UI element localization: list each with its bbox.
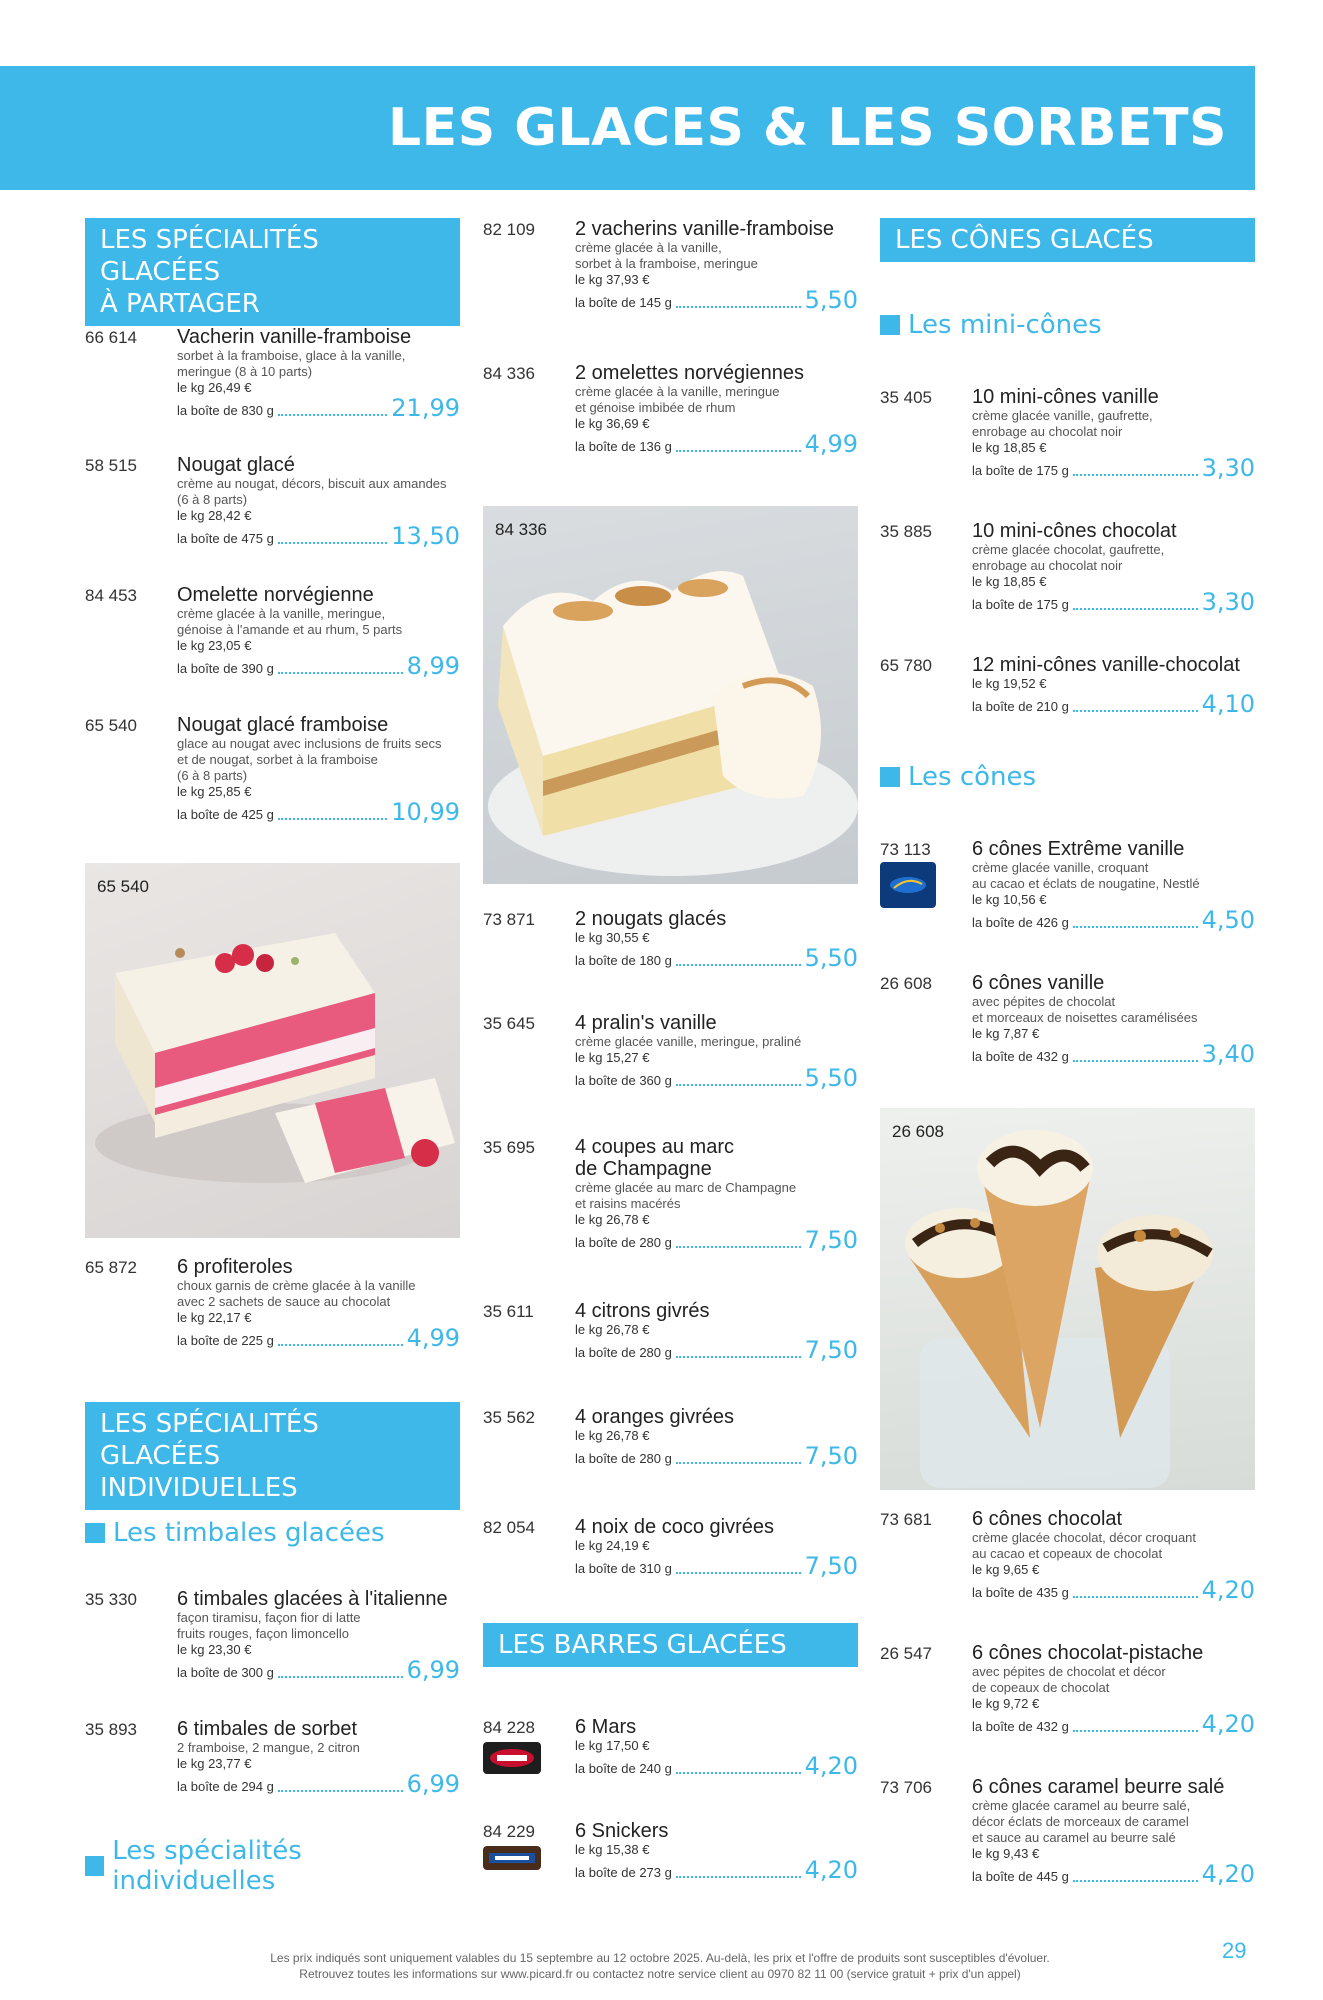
footer-line-1: Les prix indiqués sont uniquement valables du 15 septembre au 12 octobre 2025. Au-delà, les prix et l'offre de produits sont susceptibles d'évoluer. [270,1951,1050,1965]
product-code: 84 336 [483,364,535,383]
box-size: la boîte de 475 g [177,531,274,546]
price: 8,99 [406,652,460,680]
section-header-cones [880,218,1255,262]
omelette-illustration [483,506,858,884]
box-size: la boîte de 210 g [972,699,1069,714]
product-desc-2: avec 2 sachets de sauce au chocolat [177,1294,391,1309]
column-1 [85,218,460,1896]
price-per-kg: le kg 26,78 € [575,1428,650,1443]
box-size: la boîte de 280 g [575,1235,672,1250]
price-per-kg: le kg 37,93 € [575,272,650,287]
product-desc: crème glacée caramel au beurre salé, [972,1798,1191,1813]
product-photo-cones [880,1108,1255,1490]
product-desc: crème glacée chocolat, gaufrette, [972,542,1165,557]
product-desc-3: et sauce au caramel au beurre salé [972,1830,1176,1845]
column-3 [880,218,1255,1898]
square-bullet-icon [85,1856,104,1876]
box-size: la boîte de 136 g [575,439,672,454]
title-banner [0,66,1255,190]
dot-leader [1073,1730,1198,1732]
price: 5,50 [804,1064,858,1092]
product-name: 2 vacherins vanille-framboise [575,218,835,240]
dot-leader [676,1572,801,1574]
price: 7,50 [804,1336,858,1364]
dot-leader [676,1356,801,1358]
product-name: 6 Snickers [575,1820,669,1842]
product-name: Nougat glacé framboise [177,714,389,736]
price-per-kg: le kg 30,55 € [575,930,650,945]
box-size: la boîte de 240 g [575,1761,672,1776]
dot-leader [676,450,801,452]
price-per-kg: le kg 23,77 € [177,1756,252,1771]
dot-leader [278,542,387,544]
dot-leader [278,1344,403,1346]
footer-disclaimer [180,1950,1140,1982]
product-name: 4 oranges givrées [575,1406,734,1428]
dot-leader [278,1676,403,1678]
product-desc: crème au nougat, décors, biscuit aux amandes [177,476,447,491]
box-size: la boîte de 294 g [177,1779,274,1794]
product-code: 82 054 [483,1518,535,1537]
dot-leader [676,1084,801,1086]
dot-leader [278,818,387,820]
product-desc: choux garnis de crème glacée à la vanille [177,1278,416,1293]
product-photo-omelette [483,506,858,884]
price: 5,50 [804,286,858,314]
product-name: 10 mini-cônes chocolat [972,520,1177,542]
box-size: la boîte de 445 g [972,1869,1069,1884]
product-code: 35 645 [483,1014,535,1033]
dot-leader [676,1462,801,1464]
product-code: 73 706 [880,1778,932,1797]
price-per-kg: le kg 7,87 € [972,1026,1040,1041]
price-per-kg: le kg 36,69 € [575,416,650,431]
price-per-kg: le kg 23,05 € [177,638,252,653]
price: 6,99 [406,1770,460,1798]
box-size: la boîte de 830 g [177,403,274,418]
cones-illustration [880,1108,1255,1490]
product-name: 4 coupes au marc [575,1136,734,1158]
box-size: la boîte de 280 g [575,1345,672,1360]
price: 3,30 [1201,588,1255,616]
price-per-kg: le kg 26,78 € [575,1212,650,1227]
product-desc: façon tiramisu, façon fior di latte [177,1610,361,1625]
square-bullet-icon [85,1523,105,1543]
page-title: LES GLACES & LES SORBETS [388,98,1227,158]
section-line-1: LES SPÉCIALITÉS GLACÉES [100,1409,319,1471]
product-code: 84 229 [483,1822,535,1841]
box-size: la boîte de 425 g [177,807,274,822]
dot-leader [1073,474,1198,476]
mars-logo-icon [483,1742,541,1774]
product-code: 35 885 [880,522,932,541]
product-name: Nougat glacé [177,454,295,476]
product-code: 58 515 [85,456,137,475]
box-size: la boîte de 180 g [575,953,672,968]
price: 5,50 [804,944,858,972]
price: 4,20 [804,1752,858,1780]
nougat-illustration [85,863,460,1238]
product-code: 35 893 [85,1720,137,1739]
dot-leader [676,1876,801,1878]
extreme-logo-shape [880,862,936,908]
box-size: la boîte de 310 g [575,1561,672,1576]
product-desc: crème glacée chocolat, décor croquant [972,1530,1197,1545]
square-bullet-icon [880,315,900,335]
product-desc-2: et génoise imbibée de rhum [575,400,736,415]
section-line-2: À PARTAGER [100,289,260,319]
price-per-kg: le kg 18,85 € [972,440,1047,455]
price-per-kg: le kg 26,78 € [575,1322,650,1337]
price: 4,20 [804,1856,858,1884]
box-size: la boîte de 432 g [972,1049,1069,1064]
product-name: 6 profiteroles [177,1256,293,1278]
box-size: la boîte de 145 g [575,295,672,310]
section-line-1: LES BARRES GLACÉES [498,1630,787,1660]
box-size: la boîte de 426 g [972,915,1069,930]
price-per-kg: le kg 15,38 € [575,1842,650,1857]
price-per-kg: le kg 22,17 € [177,1310,252,1325]
product-desc: 2 framboise, 2 mangue, 2 citron [177,1740,360,1755]
price-per-kg: le kg 23,30 € [177,1642,252,1657]
price: 3,40 [1201,1040,1255,1068]
price: 4,20 [1201,1576,1255,1604]
box-size: la boîte de 175 g [972,463,1069,478]
price-per-kg: le kg 18,85 € [972,574,1047,589]
price: 4,50 [1201,906,1255,934]
subsection-title: Les mini-cônes [908,310,1102,340]
product-desc-2: au cacao et éclats de nougatine, Nestlé [972,876,1200,891]
dot-leader [676,1246,801,1248]
product-code: 73 113 [880,840,931,859]
product-code: 35 695 [483,1138,535,1157]
box-size: la boîte de 390 g [177,661,274,676]
dot-leader [1073,926,1198,928]
photo-product-code: 84 336 [495,520,547,539]
product-name: 6 Mars [575,1716,637,1738]
product-desc: sorbet à la framboise, glace à la vanille, [177,348,406,363]
price: 3,30 [1201,454,1255,482]
product-name: 6 cônes chocolat-pistache [972,1642,1204,1664]
price-per-kg: le kg 15,27 € [575,1050,650,1065]
subsection-cones [880,762,1036,792]
column-2 [483,218,858,1898]
product-code: 35 405 [880,388,932,407]
dot-leader [278,1790,403,1792]
price-per-kg: le kg 10,56 € [972,892,1047,907]
price: 4,10 [1201,690,1255,718]
product-desc-2: et morceaux de noisettes caramélisées [972,1010,1198,1025]
price-per-kg: le kg 17,50 € [575,1738,650,1753]
subsection-mini-cones [880,310,1102,340]
product-code: 26 608 [880,974,932,993]
product-desc-2: meringue (8 à 10 parts) [177,364,313,379]
product-name: 6 cônes Extrême vanille [972,838,1185,860]
price: 7,50 [804,1442,858,1470]
photo-product-code: 26 608 [892,1122,944,1141]
square-bullet-icon [880,767,900,787]
product-name: 6 cônes chocolat [972,1508,1123,1530]
price: 7,50 [804,1552,858,1580]
product-code: 35 330 [85,1590,137,1609]
dot-leader [1073,1060,1198,1062]
price-per-kg: le kg 25,85 € [177,784,252,799]
product-desc: crème glacée vanille, gaufrette, [972,408,1153,423]
product-name: 10 mini-cônes vanille [972,386,1159,408]
product-desc-2: (6 à 8 parts) [177,492,248,507]
page-number: 29 [1222,1938,1247,1963]
price: 10,99 [391,798,460,826]
product-name: 4 pralin's vanille [575,1012,717,1034]
box-size: la boîte de 225 g [177,1333,274,1348]
product-desc: crème glacée à la vanille, [575,240,722,255]
box-size: la boîte de 280 g [575,1451,672,1466]
product-code: 65 872 [85,1258,137,1277]
section-header-shared [85,218,460,326]
product-desc: avec pépites de chocolat [972,994,1116,1009]
product-code: 65 780 [880,656,932,675]
product-name-2: de Champagne [575,1158,712,1180]
extreme-logo-icon [880,862,936,908]
product-desc-3: (6 à 8 parts) [177,768,248,783]
product-desc-2: enrobage au chocolat noir [972,558,1123,573]
price: 4,20 [1201,1710,1255,1738]
product-desc: glace au nougat avec inclusions de fruits secs [177,736,442,751]
product-desc-2: enrobage au chocolat noir [972,424,1123,439]
dot-leader [676,1772,801,1774]
product-desc-2: génoise à l'amande et au rhum, 5 parts [177,622,403,637]
dot-leader [278,672,403,674]
price-per-kg: le kg 9,65 € [972,1562,1040,1577]
product-desc: crème glacée au marc de Champagne [575,1180,797,1195]
box-size: la boîte de 432 g [972,1719,1069,1734]
price: 4,99 [406,1324,460,1352]
price: 4,20 [1201,1860,1255,1888]
box-size: la boîte de 273 g [575,1865,672,1880]
product-desc-2: décor éclats de morceaux de caramel [972,1814,1189,1829]
price: 7,50 [804,1226,858,1254]
product-desc-2: sorbet à la framboise, meringue [575,256,758,271]
product-name: 6 cônes vanille [972,972,1105,994]
section-line-1: LES SPÉCIALITÉS GLACÉES [100,225,319,287]
price-per-kg: le kg 9,43 € [972,1846,1040,1861]
subsection-title: Les timbales glacées [113,1518,385,1548]
product-desc: crème glacée à la vanille, meringue, [177,606,386,621]
product-desc-2: au cacao et copeaux de chocolat [972,1546,1163,1561]
dot-leader [278,414,387,416]
product-desc: avec pépites de chocolat et décor [972,1664,1166,1679]
product-desc-2: fruits rouges, façon limoncello [177,1626,349,1641]
price-per-kg: le kg 26,49 € [177,380,252,395]
mars-logo-shape [483,1742,541,1774]
snickers-logo-shape [483,1846,541,1870]
box-size: la boîte de 360 g [575,1073,672,1088]
price-per-kg: le kg 19,52 € [972,676,1047,691]
price: 4,99 [804,430,858,458]
product-code: 66 614 [85,328,137,347]
price-per-kg: le kg 9,72 € [972,1696,1040,1711]
product-desc-2: et raisins macérés [575,1196,681,1211]
product-name: 2 nougats glacés [575,908,727,930]
product-name: 12 mini-cônes vanille-chocolat [972,654,1240,676]
product-code: 65 540 [85,716,137,735]
dot-leader [1073,608,1198,610]
product-code: 73 681 [880,1510,932,1529]
box-size: la boîte de 300 g [177,1665,274,1680]
product-code: 35 562 [483,1408,535,1427]
dot-leader [676,306,801,308]
product-desc-2: et de nougat, sorbet à la framboise [177,752,378,767]
product-name: 4 citrons givrés [575,1300,710,1322]
subsection-individuelles [85,1836,460,1896]
product-code: 84 453 [85,586,137,605]
product-name: 6 cônes caramel beurre salé [972,1776,1225,1798]
product-desc: crème glacée vanille, meringue, praliné [575,1034,802,1049]
box-size: la boîte de 175 g [972,597,1069,612]
price: 13,50 [391,522,460,550]
dot-leader [1073,1880,1198,1882]
product-name: 6 timbales de sorbet [177,1718,358,1740]
section-header-barres [483,1623,858,1667]
section-header-individual [85,1402,460,1510]
product-code: 26 547 [880,1644,932,1663]
product-name: Vacherin vanille-framboise [177,326,412,348]
subsection-timbales [85,1518,385,1548]
snickers-logo-icon [483,1846,541,1870]
footer-line-2: Retrouvez toutes les informations sur www.picard.fr ou contactez notre service client au 0970 82 11 00 (service gratuit + prix d'un appel) [299,1967,1021,1981]
box-size: la boîte de 435 g [972,1585,1069,1600]
product-name: 4 noix de coco givrées [575,1516,775,1538]
product-photo-nougat-framboise [85,863,460,1238]
section-line-2: INDIVIDUELLES [100,1473,298,1503]
price: 21,99 [391,394,460,422]
dot-leader [1073,710,1198,712]
product-desc-2: de copeaux de chocolat [972,1680,1110,1695]
product-code: 82 109 [483,220,535,239]
product-desc: crème glacée à la vanille, meringue [575,384,780,399]
product-code: 84 228 [483,1718,535,1737]
product-desc: crème glacée vanille, croquant [972,860,1149,875]
price-per-kg: le kg 28,42 € [177,508,252,523]
product-code: 73 871 [483,910,535,929]
price: 6,99 [406,1656,460,1684]
photo-product-code: 65 540 [97,877,149,896]
product-name: 6 timbales glacées à l'italienne [177,1588,448,1610]
subsection-title: Les spécialités individuelles [112,1836,302,1896]
dot-leader [1073,1596,1198,1598]
subsection-title: Les cônes [908,762,1037,792]
price-per-kg: le kg 24,19 € [575,1538,650,1553]
product-name: 2 omelettes norvégiennes [575,362,805,384]
product-name: Omelette norvégienne [177,584,374,606]
dot-leader [676,964,801,966]
section-line-1: LES CÔNES GLACÉS [895,225,1154,255]
product-code: 35 611 [483,1302,534,1321]
